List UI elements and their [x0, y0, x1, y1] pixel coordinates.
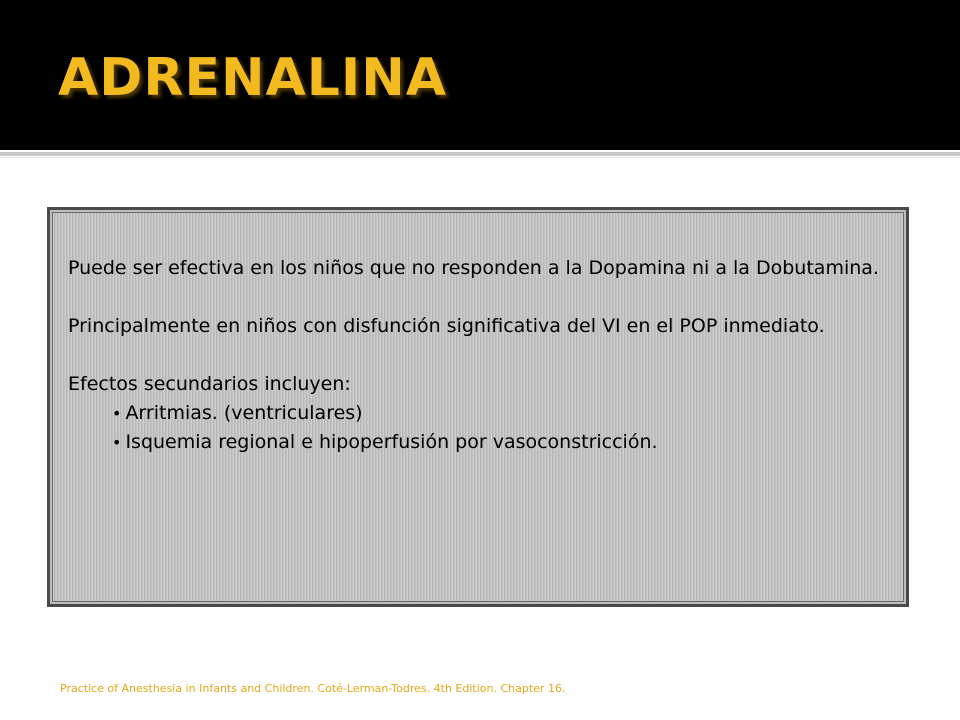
paragraph-efectos: Efectos secundarios incluyen:	[68, 373, 351, 395]
content-body	[68, 254, 888, 457]
bullet-text: Isquemia regional e hipoperfusión por vasoconstricción.	[125, 431, 658, 453]
list-item	[68, 428, 888, 457]
header-divider-thin	[0, 157, 960, 158]
header-divider	[0, 152, 960, 156]
slide-title: ADRENALINA	[58, 48, 447, 108]
paragraph-disfuncion: Principalmente en niños con disfunción significativa del VI en el POP inmediato.	[68, 315, 825, 337]
title-bar	[0, 0, 960, 150]
bullet-icon: •	[112, 433, 122, 452]
side-effects-list	[68, 399, 888, 457]
list-item	[68, 399, 888, 428]
bullet-icon: •	[112, 404, 122, 423]
bullet-text: Arritmias. (ventriculares)	[125, 402, 363, 424]
paragraph-efectividad: Puede ser efectiva en los niños que no responden a la Dopamina ni a la Dobutamina.	[68, 257, 879, 279]
footer-citation: Practice of Anesthesia in Infants and Children. Coté-Lerman-Todres. 4th Edition. Chapter 16.	[60, 682, 566, 695]
content-text-box	[47, 207, 909, 607]
